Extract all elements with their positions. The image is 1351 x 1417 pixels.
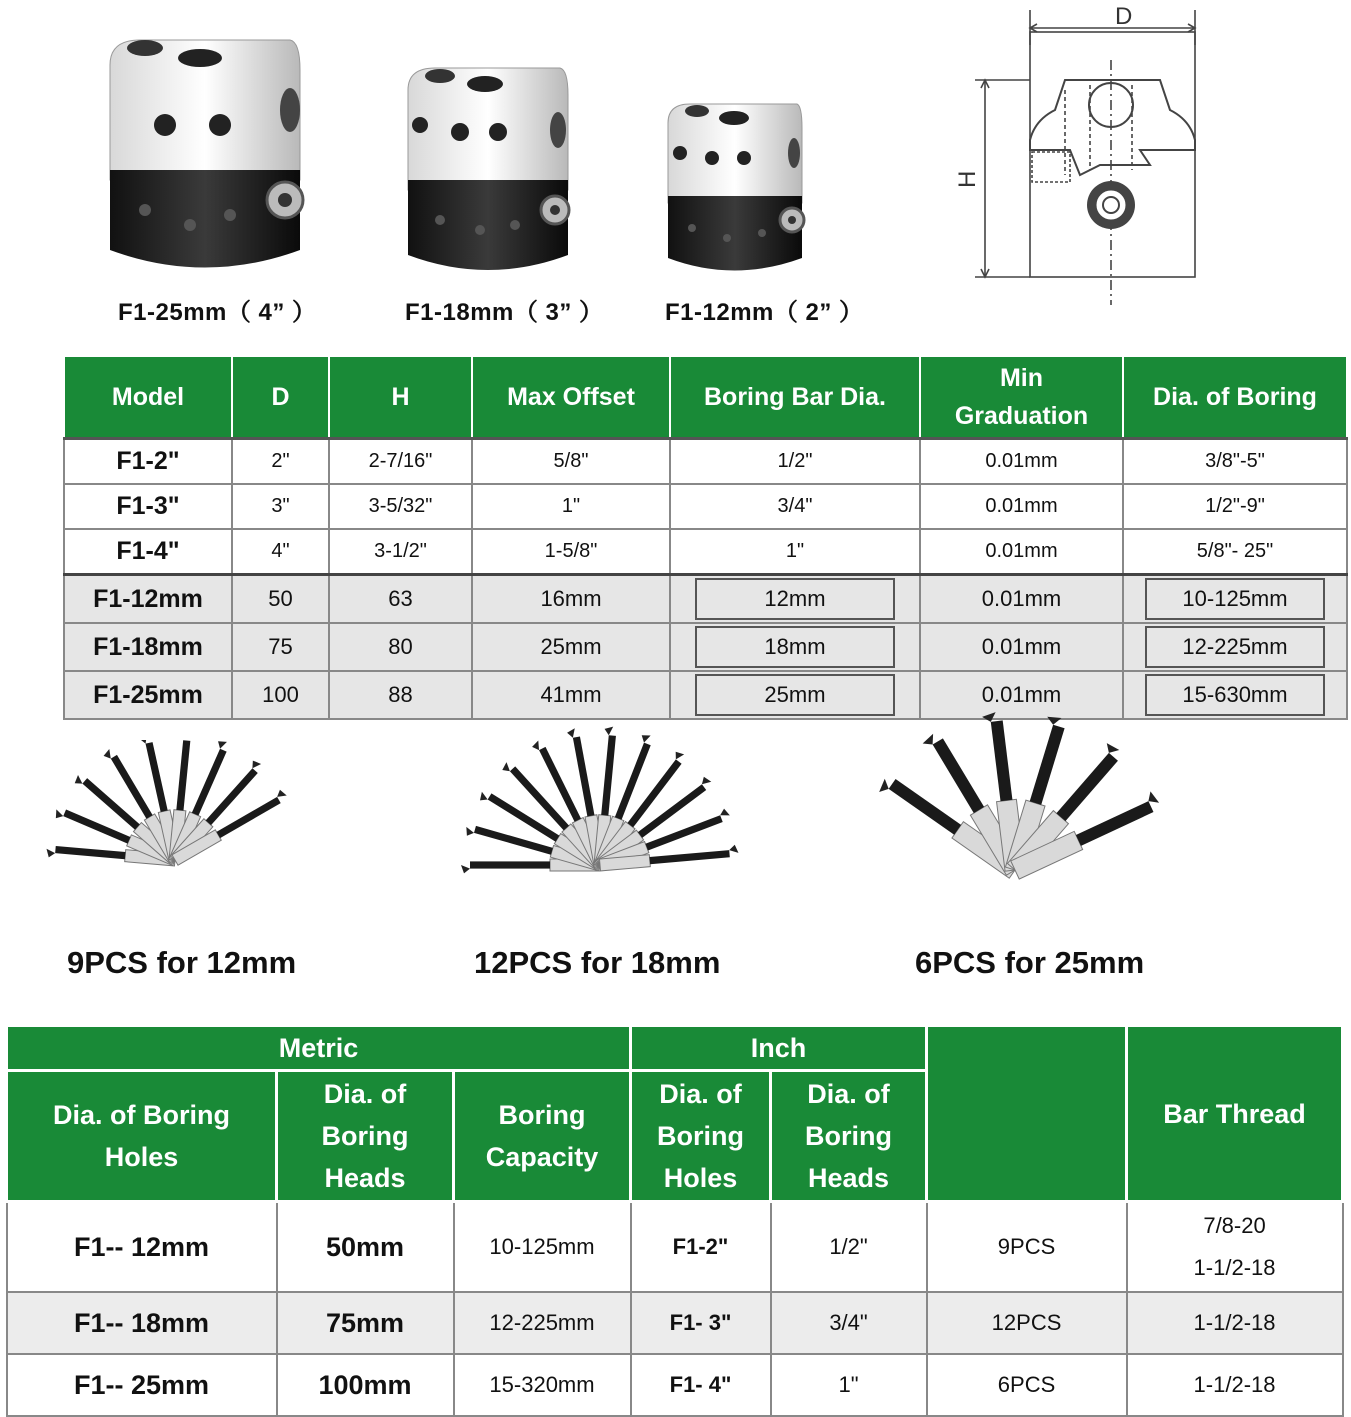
cell-d: 100 <box>232 671 329 719</box>
cell-h: 80 <box>329 623 472 671</box>
cell-pcs: 6PCS <box>927 1354 1127 1416</box>
dimension-diagram <box>945 0 1205 310</box>
cell-h: 2-7/16" <box>329 439 472 485</box>
spec-table-header <box>64 356 1347 439</box>
cell-dia-of-boring: 1/2"-9" <box>1123 484 1347 529</box>
table-row <box>64 529 1347 575</box>
table-row <box>64 439 1347 485</box>
cell-metric-heads: 50mm <box>277 1202 454 1293</box>
cell-min-graduation: 0.01mm <box>920 484 1123 529</box>
cell-min-graduation: 0.01mm <box>920 529 1123 575</box>
cell-inch-heads: 1" <box>771 1354 927 1416</box>
bar-header-count <box>927 1026 1127 1202</box>
spec-header-d: D <box>232 356 329 439</box>
cell-max-offset: 25mm <box>472 623 670 671</box>
cell-max-offset: 41mm <box>472 671 670 719</box>
bar-header-inch-heads: Dia. of Boring Heads <box>771 1071 927 1202</box>
cell-h: 63 <box>329 575 472 624</box>
group-header-inch: Inch <box>631 1026 927 1071</box>
cell-boring-bar-dia: 1" <box>670 529 920 575</box>
cell-metric-heads: 75mm <box>277 1292 454 1354</box>
cell-min-graduation: 0.01mm <box>920 439 1123 485</box>
boring-head-18mm-image <box>400 60 575 280</box>
boring-bar-set-9pcs-image <box>0 740 340 900</box>
cell-inch-holes: F1- 4" <box>631 1354 771 1416</box>
table-row <box>64 484 1347 529</box>
cell-dia-of-boring: 12-225mm <box>1123 623 1347 671</box>
bar-header-metric-holes: Dia. of Boring Holes <box>7 1071 277 1202</box>
spec-table <box>63 355 1348 720</box>
cell-metric-holes: F1-- 18mm <box>7 1292 277 1354</box>
spec-header-dia-of-boring: Dia. of Boring <box>1123 356 1347 439</box>
group-header-metric: Metric <box>7 1026 631 1071</box>
table-row <box>7 1202 1343 1293</box>
cell-dia-of-boring: 5/8"- 25" <box>1123 529 1347 575</box>
cell-min-graduation: 0.01mm <box>920 623 1123 671</box>
cell-dia-of-boring: 10-125mm <box>1123 575 1347 624</box>
cell-model: F1-25mm <box>64 671 232 719</box>
head-label-18mm: F1-18mm（ 3” ） <box>405 299 604 326</box>
cell-d: 50 <box>232 575 329 624</box>
cell-boring-bar-dia: 1/2" <box>670 439 920 485</box>
cell-dia-of-boring: 15-630mm <box>1123 671 1347 719</box>
cell-min-graduation: 0.01mm <box>920 575 1123 624</box>
cell-metric-holes: F1-- 12mm <box>7 1202 277 1293</box>
boring-head-25mm-image <box>100 30 310 280</box>
cell-max-offset: 1-5/8" <box>472 529 670 575</box>
cell-max-offset: 5/8" <box>472 439 670 485</box>
dimension-h-label: H <box>954 170 981 188</box>
cell-model: F1-18mm <box>64 623 232 671</box>
cell-max-offset: 16mm <box>472 575 670 624</box>
bar-set-label-6pcs: 6PCS for 25mm <box>915 945 1145 980</box>
spec-header-h: H <box>329 356 472 439</box>
cell-model: F1-3" <box>64 484 232 529</box>
cell-inch-heads: 3/4" <box>771 1292 927 1354</box>
boring-head-12mm-image <box>662 98 807 278</box>
cell-h: 88 <box>329 671 472 719</box>
boring-bar-set-12pcs-image <box>425 725 765 900</box>
cell-bar-thread: 7/8-20 1-1/2-18 <box>1127 1202 1343 1293</box>
cell-d: 75 <box>232 623 329 671</box>
cell-h: 3-5/32" <box>329 484 472 529</box>
cell-model: F1-2" <box>64 439 232 485</box>
cell-h: 3-1/2" <box>329 529 472 575</box>
spec-header-model: Model <box>64 356 232 439</box>
cell-inch-holes: F1-2" <box>631 1202 771 1293</box>
cell-model: F1-4" <box>64 529 232 575</box>
spec-header-min-graduation: Min Graduation <box>920 356 1123 439</box>
cell-boring-bar-dia: 3/4" <box>670 484 920 529</box>
table-row <box>7 1354 1343 1416</box>
bar-set-label-9pcs: 9PCS for 12mm <box>67 945 297 980</box>
head-label-25mm: F1-25mm（ 4” ） <box>118 299 317 326</box>
dimension-d-label: D <box>1115 3 1133 30</box>
cell-boring-bar-dia: 18mm <box>670 623 920 671</box>
table-row <box>7 1292 1343 1354</box>
bar-set-label-12pcs: 12PCS for 18mm <box>474 945 721 980</box>
cell-metric-holes: F1-- 25mm <box>7 1354 277 1416</box>
spec-header-max-offset: Max Offset <box>472 356 670 439</box>
cell-inch-heads: 1/2" <box>771 1202 927 1293</box>
cell-model: F1-12mm <box>64 575 232 624</box>
cell-min-graduation: 0.01mm <box>920 671 1123 719</box>
table-row <box>64 623 1347 671</box>
cell-boring-capacity: 12-225mm <box>454 1292 631 1354</box>
cell-inch-holes: F1- 3" <box>631 1292 771 1354</box>
cell-d: 2" <box>232 439 329 485</box>
cell-d: 4" <box>232 529 329 575</box>
cell-pcs: 12PCS <box>927 1292 1127 1354</box>
bar-header-inch-holes: Dia. of Boring Holes <box>631 1071 771 1202</box>
cell-dia-of-boring: 3/8"-5" <box>1123 439 1347 485</box>
cell-boring-capacity: 15-320mm <box>454 1354 631 1416</box>
cell-d: 3" <box>232 484 329 529</box>
spec-header-boring-bar-dia: Boring Bar Dia. <box>670 356 920 439</box>
bar-header-boring-capacity: Boring Capacity <box>454 1071 631 1202</box>
cell-metric-heads: 100mm <box>277 1354 454 1416</box>
head-label-12mm: F1-12mm（ 2” ） <box>665 299 864 326</box>
bar-header-bar-thread: Bar Thread <box>1127 1026 1343 1202</box>
boring-bar-set-6pcs-image <box>850 705 1180 890</box>
bar-table-group-header <box>7 1026 1343 1071</box>
cell-pcs: 9PCS <box>927 1202 1127 1293</box>
bar-thread-table <box>5 1024 1344 1417</box>
cell-bar-thread: 1-1/2-18 <box>1127 1354 1343 1416</box>
cell-boring-bar-dia: 12mm <box>670 575 920 624</box>
table-row <box>64 575 1347 624</box>
cell-boring-capacity: 10-125mm <box>454 1202 631 1293</box>
cell-bar-thread: 1-1/2-18 <box>1127 1292 1343 1354</box>
bar-header-metric-heads: Dia. of Boring Heads <box>277 1071 454 1202</box>
cell-max-offset: 1" <box>472 484 670 529</box>
cell-boring-bar-dia: 25mm <box>670 671 920 719</box>
